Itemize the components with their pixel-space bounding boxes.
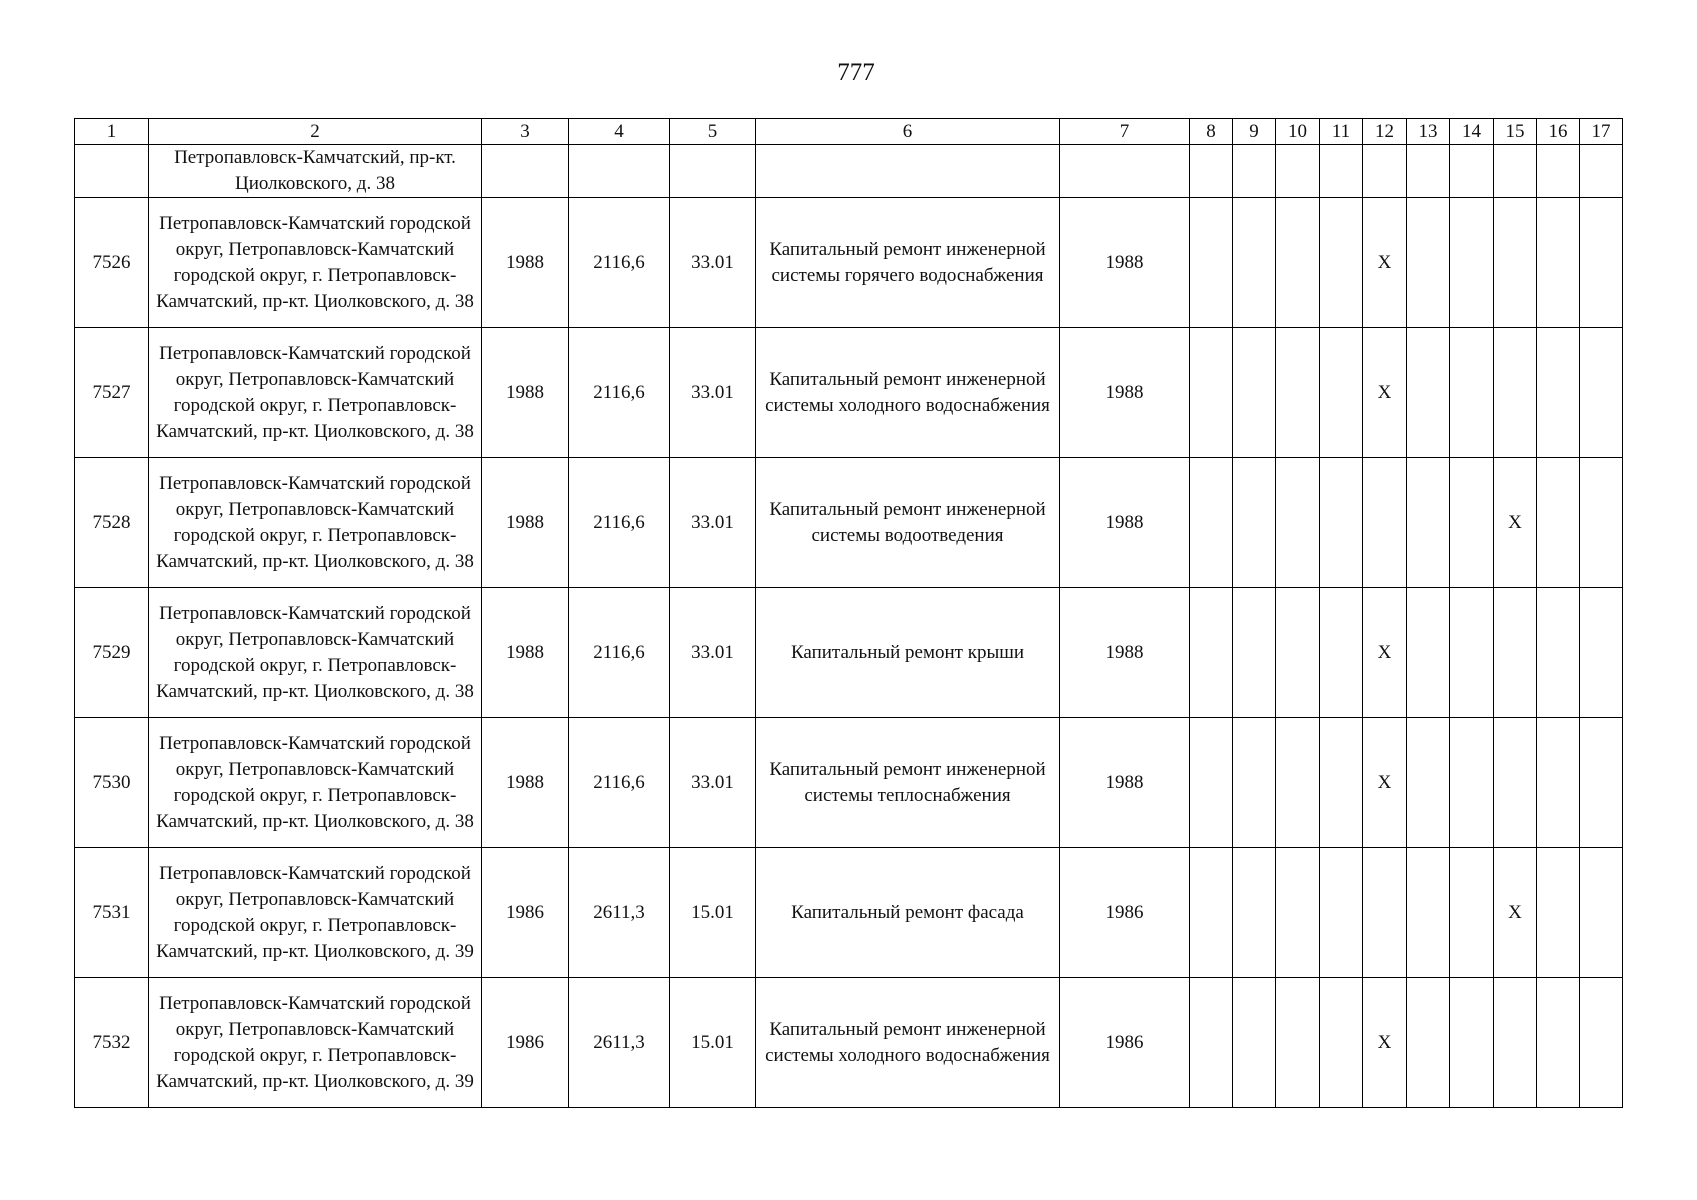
year-last-cell: 1988 xyxy=(1060,458,1190,588)
mark-cell xyxy=(1537,588,1580,718)
table-body xyxy=(75,119,1623,1108)
mark-cell xyxy=(1537,328,1580,458)
mark-cell xyxy=(1190,198,1233,328)
mark-cell xyxy=(1320,328,1363,458)
column-header: 3 xyxy=(482,119,569,145)
year-built-cell xyxy=(482,145,569,198)
year-last-cell: 1988 xyxy=(1060,718,1190,848)
mark-cell xyxy=(1363,458,1407,588)
mark-cell xyxy=(1190,145,1233,198)
column-header: 13 xyxy=(1407,119,1450,145)
mark-cell xyxy=(1233,588,1276,718)
mark-cell xyxy=(1537,145,1580,198)
address-cell: Петропавловск-Камчатский, пр-кт. Циолковского, д. 38 xyxy=(149,145,482,198)
area-cell: 2611,3 xyxy=(569,848,670,978)
mark-cell xyxy=(1233,718,1276,848)
code-cell: 15.01 xyxy=(670,848,756,978)
mark-cell xyxy=(1537,848,1580,978)
address-cell: Петропавловск-Камчатский городской округ, Петропавловск-Камчатский городской округ, г. Петропавловск-Камчатский, пр-кт. Циолковского, д. 38 xyxy=(149,328,482,458)
work-cell xyxy=(756,145,1060,198)
area-cell xyxy=(569,145,670,198)
mark-cell xyxy=(1450,458,1494,588)
work-cell: Капитальный ремонт инженерной системы водоотведения xyxy=(756,458,1060,588)
mark-cell xyxy=(1320,145,1363,198)
year-built-cell: 1988 xyxy=(482,328,569,458)
code-cell: 33.01 xyxy=(670,328,756,458)
mark-cell: X xyxy=(1363,328,1407,458)
row-number-cell: 7531 xyxy=(75,848,149,978)
year-last-cell: 1988 xyxy=(1060,198,1190,328)
mark-cell xyxy=(1407,978,1450,1108)
mark-cell xyxy=(1190,588,1233,718)
column-header: 10 xyxy=(1276,119,1320,145)
column-header: 5 xyxy=(670,119,756,145)
area-cell: 2611,3 xyxy=(569,978,670,1108)
mark-cell: X xyxy=(1494,848,1537,978)
mark-cell xyxy=(1407,848,1450,978)
row-number-cell: 7526 xyxy=(75,198,149,328)
mark-cell xyxy=(1580,458,1623,588)
mark-cell xyxy=(1580,328,1623,458)
code-cell: 33.01 xyxy=(670,198,756,328)
mark-cell: X xyxy=(1494,458,1537,588)
mark-cell xyxy=(1233,978,1276,1108)
mark-cell xyxy=(1233,328,1276,458)
mark-cell xyxy=(1537,198,1580,328)
mark-cell xyxy=(1233,145,1276,198)
mark-cell xyxy=(1276,718,1320,848)
mark-cell xyxy=(1537,718,1580,848)
mark-cell xyxy=(1363,145,1407,198)
mark-cell xyxy=(1450,328,1494,458)
row-number-cell: 7530 xyxy=(75,718,149,848)
work-cell: Капитальный ремонт инженерной системы холодного водоснабжения xyxy=(756,328,1060,458)
mark-cell xyxy=(1320,718,1363,848)
column-header: 12 xyxy=(1363,119,1407,145)
column-header: 16 xyxy=(1537,119,1580,145)
mark-cell xyxy=(1320,978,1363,1108)
mark-cell xyxy=(1407,718,1450,848)
address-cell: Петропавловск-Камчатский городской округ, Петропавловск-Камчатский городской округ, г. Петропавловск-Камчатский, пр-кт. Циолковского, д. 39 xyxy=(149,978,482,1108)
table-row xyxy=(75,848,1623,978)
mark-cell xyxy=(1494,198,1537,328)
mark-cell xyxy=(1494,145,1537,198)
mark-cell xyxy=(1407,458,1450,588)
area-cell: 2116,6 xyxy=(569,198,670,328)
area-cell: 2116,6 xyxy=(569,328,670,458)
mark-cell xyxy=(1580,198,1623,328)
year-built-cell: 1986 xyxy=(482,848,569,978)
address-cell: Петропавловск-Камчатский городской округ, Петропавловск-Камчатский городской округ, г. Петропавловск-Камчатский, пр-кт. Циолковского, д. 38 xyxy=(149,198,482,328)
mark-cell: X xyxy=(1363,588,1407,718)
year-built-cell: 1986 xyxy=(482,978,569,1108)
code-cell: 15.01 xyxy=(670,978,756,1108)
mark-cell xyxy=(1450,718,1494,848)
year-built-cell: 1988 xyxy=(482,198,569,328)
table-row xyxy=(75,978,1623,1108)
code-cell: 33.01 xyxy=(670,588,756,718)
mark-cell xyxy=(1276,458,1320,588)
mark-cell xyxy=(1276,848,1320,978)
mark-cell xyxy=(1407,588,1450,718)
table-row xyxy=(75,458,1623,588)
mark-cell xyxy=(1276,978,1320,1108)
mark-cell: X xyxy=(1363,978,1407,1108)
mark-cell xyxy=(1450,145,1494,198)
row-number-cell: 7529 xyxy=(75,588,149,718)
table-row xyxy=(75,198,1623,328)
mark-cell xyxy=(1450,848,1494,978)
mark-cell xyxy=(1363,848,1407,978)
mark-cell xyxy=(1537,978,1580,1108)
mark-cell xyxy=(1580,978,1623,1108)
table-row xyxy=(75,328,1623,458)
column-header: 11 xyxy=(1320,119,1363,145)
column-header: 4 xyxy=(569,119,670,145)
mark-cell xyxy=(1580,588,1623,718)
address-cell: Петропавловск-Камчатский городской округ, Петропавловск-Камчатский городской округ, г. Петропавловск-Камчатский, пр-кт. Циолковского, д. 38 xyxy=(149,588,482,718)
mark-cell xyxy=(1276,328,1320,458)
column-header: 1 xyxy=(75,119,149,145)
work-cell: Капитальный ремонт крыши xyxy=(756,588,1060,718)
mark-cell xyxy=(1494,588,1537,718)
table-row xyxy=(75,718,1623,848)
year-last-cell xyxy=(1060,145,1190,198)
column-header: 8 xyxy=(1190,119,1233,145)
work-cell: Капитальный ремонт инженерной системы теплоснабжения xyxy=(756,718,1060,848)
table-row xyxy=(75,588,1623,718)
mark-cell xyxy=(1580,718,1623,848)
mark-cell xyxy=(1190,718,1233,848)
mark-cell xyxy=(1320,198,1363,328)
column-header: 17 xyxy=(1580,119,1623,145)
column-number-row xyxy=(75,119,1623,145)
year-built-cell: 1988 xyxy=(482,458,569,588)
work-cell: Капитальный ремонт фасада xyxy=(756,848,1060,978)
row-number-cell: 7528 xyxy=(75,458,149,588)
mark-cell xyxy=(1190,328,1233,458)
mark-cell xyxy=(1320,588,1363,718)
mark-cell xyxy=(1580,848,1623,978)
mark-cell xyxy=(1320,848,1363,978)
mark-cell xyxy=(1276,198,1320,328)
mark-cell xyxy=(1233,848,1276,978)
mark-cell xyxy=(1580,145,1623,198)
capital-repair-table xyxy=(74,118,1623,1108)
row-number-cell xyxy=(75,145,149,198)
mark-cell xyxy=(1450,978,1494,1108)
column-header: 9 xyxy=(1233,119,1276,145)
mark-cell xyxy=(1450,198,1494,328)
page-number: 777 xyxy=(837,59,875,86)
mark-cell: X xyxy=(1363,198,1407,328)
year-last-cell: 1988 xyxy=(1060,588,1190,718)
year-built-cell: 1988 xyxy=(482,718,569,848)
area-cell: 2116,6 xyxy=(569,588,670,718)
column-header: 6 xyxy=(756,119,1060,145)
column-header: 7 xyxy=(1060,119,1190,145)
year-last-cell: 1988 xyxy=(1060,328,1190,458)
mark-cell xyxy=(1320,458,1363,588)
mark-cell xyxy=(1276,145,1320,198)
mark-cell xyxy=(1190,978,1233,1108)
mark-cell xyxy=(1450,588,1494,718)
area-cell: 2116,6 xyxy=(569,718,670,848)
column-header: 15 xyxy=(1494,119,1537,145)
work-cell: Капитальный ремонт инженерной системы горячего водоснабжения xyxy=(756,198,1060,328)
row-number-cell: 7532 xyxy=(75,978,149,1108)
code-cell: 33.01 xyxy=(670,458,756,588)
code-cell xyxy=(670,145,756,198)
mark-cell xyxy=(1494,718,1537,848)
work-cell: Капитальный ремонт инженерной системы холодного водоснабжения xyxy=(756,978,1060,1108)
year-last-cell: 1986 xyxy=(1060,848,1190,978)
mark-cell xyxy=(1407,198,1450,328)
mark-cell xyxy=(1407,328,1450,458)
column-header: 14 xyxy=(1450,119,1494,145)
mark-cell xyxy=(1190,458,1233,588)
mark-cell: X xyxy=(1363,718,1407,848)
column-header: 2 xyxy=(149,119,482,145)
mark-cell xyxy=(1494,978,1537,1108)
mark-cell xyxy=(1190,848,1233,978)
address-cell: Петропавловск-Камчатский городской округ, Петропавловск-Камчатский городской округ, г. Петропавловск-Камчатский, пр-кт. Циолковского, д. 39 xyxy=(149,848,482,978)
mark-cell xyxy=(1233,458,1276,588)
year-built-cell: 1988 xyxy=(482,588,569,718)
mark-cell xyxy=(1276,588,1320,718)
year-last-cell: 1986 xyxy=(1060,978,1190,1108)
address-cell: Петропавловск-Камчатский городской округ, Петропавловск-Камчатский городской округ, г. Петропавловск-Камчатский, пр-кт. Циолковского, д. 38 xyxy=(149,458,482,588)
mark-cell xyxy=(1233,198,1276,328)
mark-cell xyxy=(1494,328,1537,458)
address-cell: Петропавловск-Камчатский городской округ, Петропавловск-Камчатский городской округ, г. Петропавловск-Камчатский, пр-кт. Циолковского, д. 38 xyxy=(149,718,482,848)
mark-cell xyxy=(1537,458,1580,588)
continuation-row xyxy=(75,145,1623,198)
row-number-cell: 7527 xyxy=(75,328,149,458)
mark-cell xyxy=(1407,145,1450,198)
code-cell: 33.01 xyxy=(670,718,756,848)
area-cell: 2116,6 xyxy=(569,458,670,588)
